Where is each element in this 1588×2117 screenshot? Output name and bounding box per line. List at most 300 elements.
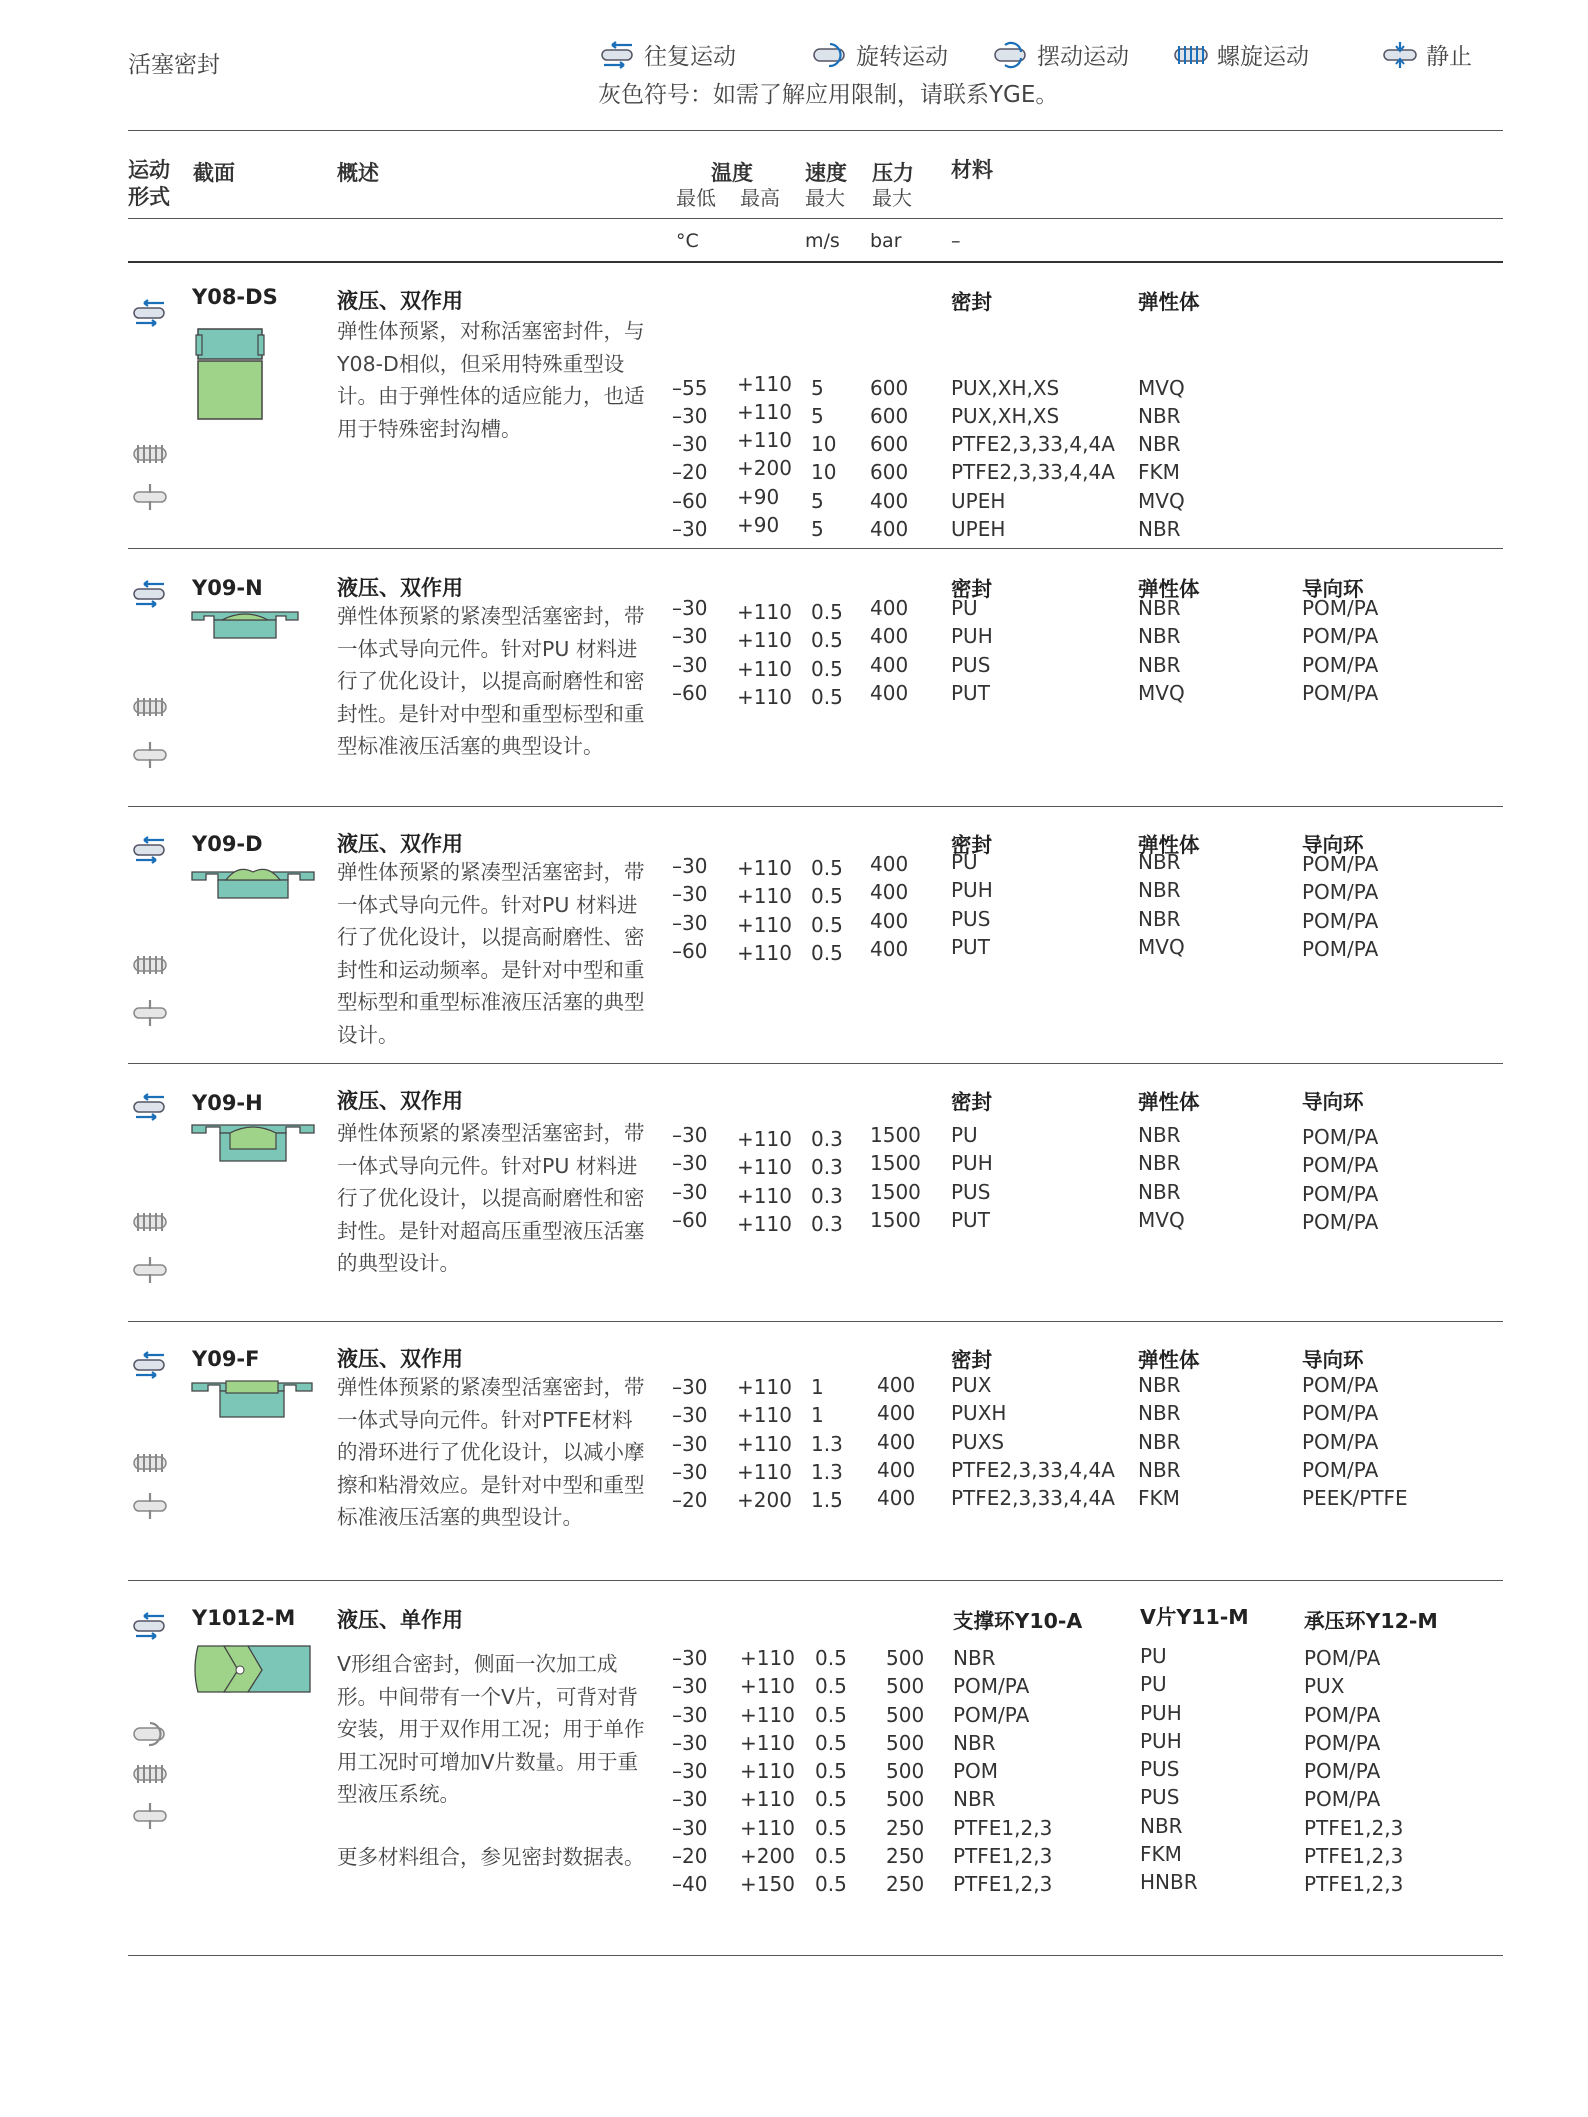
row-divider [128, 1580, 1503, 1581]
material-header: 导向环 [1302, 1348, 1364, 1372]
cell: POM/PA [1302, 624, 1379, 649]
cell: –30 [672, 1787, 708, 1812]
seal-type: 液压、双作用 [337, 1089, 463, 1113]
seal-description: 弹性体预紧的紧凑型活塞密封，带一体式导向元件。针对PU 材料进行了优化设计，以提高耐磨性和密封性。是针对超高压重型液压活塞的典型设计。 [337, 1121, 645, 1275]
helical-icon [130, 1207, 170, 1237]
material-header: 弹性体 [1138, 833, 1200, 857]
cell: 0.5 [815, 1787, 847, 1812]
cell: +110 [737, 912, 792, 937]
seal-description: 弹性体预紧的紧凑型活塞密封，带一体式导向元件。针对PTFE材料的滑环进行了优化设计，以减小摩擦和粘滑效应。是针对中型和重型标准液压活塞的典型设计。 [337, 1375, 645, 1529]
seal-type: 液压、单作用 [337, 1608, 463, 1632]
temp-min-list [672, 594, 707, 707]
cell: 1500 [870, 1123, 921, 1147]
support-ring-list [953, 1644, 1052, 1899]
cell: +110 [737, 1211, 792, 1236]
material-header: 导向环 [1302, 1090, 1364, 1114]
cell: HNBR [1140, 1870, 1198, 1895]
elastomer-list [1138, 594, 1185, 707]
material-header: 弹性体 [1138, 1090, 1200, 1114]
temp-min-list [672, 1644, 707, 1899]
cell: –60 [672, 1207, 708, 1232]
cell: 250 [886, 1872, 925, 1897]
temp-max-list [737, 1125, 792, 1238]
material-header: 弹性体 [1138, 1348, 1200, 1372]
cell: –30 [672, 1759, 708, 1784]
cell: 500 [886, 1730, 925, 1755]
unit-pressure: bar [870, 230, 902, 252]
pressure-list [870, 594, 908, 707]
col-header-overview: 概述 [337, 161, 379, 185]
pressure-ring-list [1304, 1644, 1403, 1899]
guide-ring-list [1302, 1123, 1378, 1236]
speed-list [811, 317, 836, 600]
elastomer-list [1138, 317, 1185, 600]
cell: PTFE1,2,3 [1304, 1872, 1404, 1897]
legend-note: 灰色符号：如需了解应用限制，请联系YGE。 [598, 82, 1059, 108]
cell: +110 [737, 628, 792, 653]
temp-max-list [737, 598, 792, 711]
cell: PTFE2,3,33,4,4A [951, 1457, 1115, 1482]
speed-list [811, 598, 843, 711]
seal-code: Y09-H [192, 1091, 263, 1115]
rotary-icon [130, 1719, 170, 1749]
legend-rotary [810, 38, 948, 71]
cell: POM/PA [1302, 880, 1379, 905]
cell: POM/PA [1304, 1730, 1381, 1755]
cell: 400 [870, 908, 909, 933]
cell: PUS [951, 1179, 991, 1204]
seal-description-note: 更多材料组合，参见密封数据表。 [337, 1845, 645, 1869]
cell: POM/PA [953, 1674, 1030, 1699]
cell: +90 [737, 484, 780, 509]
cell: +200 [737, 456, 792, 481]
cell: 1 [811, 1403, 824, 1428]
helical-icon [1171, 40, 1211, 70]
helical-icon [130, 1759, 170, 1789]
temp-max-list [737, 1373, 792, 1514]
col-header-temp-max: 最高 [740, 186, 780, 210]
cell: –60 [672, 488, 708, 513]
seal-description: 弹性体预紧的紧凑型活塞密封，带一体式导向元件。针对PU 材料进行了优化设计，以提高耐磨性、密封性和运动频率。是针对中型和重型标型和重型标准液压活塞的典型设计。 [337, 860, 645, 1047]
cell: POM/PA [1302, 1457, 1379, 1482]
cell: 250 [886, 1815, 925, 1840]
cell: NBR [1138, 1457, 1181, 1482]
cell: PUH [1140, 1728, 1182, 1753]
reciprocating-icon [130, 835, 170, 865]
cell: PTFE1,2,3 [953, 1872, 1053, 1897]
cell: POM/PA [1302, 1209, 1379, 1234]
cell: POM/PA [1304, 1787, 1381, 1812]
pressure-list [886, 1644, 924, 1899]
static-icon [130, 482, 170, 512]
cell: –30 [672, 432, 708, 457]
seal-code: Y09-D [192, 832, 263, 856]
guide-ring-list [1302, 594, 1378, 707]
col-header-temp-min: 最低 [676, 186, 716, 210]
row-divider [128, 548, 1503, 549]
cell: PTFE1,2,3 [953, 1815, 1053, 1840]
col-header-section: 截面 [193, 161, 235, 185]
cell: –30 [672, 1123, 708, 1147]
cell: –30 [672, 1674, 708, 1699]
cell: –20 [672, 1488, 708, 1513]
cell: POM [953, 1759, 999, 1784]
cell: +150 [740, 1872, 795, 1897]
cell: POM/PA [1302, 908, 1379, 933]
cell: 400 [877, 1457, 916, 1482]
cell: UPEH [951, 488, 1006, 513]
cell: 0.3 [811, 1183, 843, 1208]
cell: PU [951, 596, 978, 620]
helical-icon [130, 692, 170, 722]
cell: POM/PA [1302, 652, 1379, 677]
cell: NBR [1138, 1429, 1181, 1454]
seal-type: 液压、双作用 [337, 576, 463, 600]
cell: PU [951, 1123, 978, 1147]
cell: +90 [737, 513, 780, 538]
cell: +110 [737, 1459, 792, 1484]
cell: +110 [740, 1815, 795, 1840]
cell: POM/PA [953, 1702, 1030, 1727]
cell: +110 [737, 428, 792, 453]
cell: 1500 [870, 1151, 921, 1176]
cell: 0.3 [811, 1155, 843, 1180]
cell: –30 [672, 1431, 708, 1456]
cell: –30 [672, 910, 708, 935]
cell: 5 [811, 403, 824, 428]
cell: +110 [737, 684, 792, 709]
cell: 250 [886, 1844, 925, 1869]
material-header: 导向环 [1302, 577, 1364, 601]
cell: –30 [672, 882, 708, 907]
temp-min-list [672, 1121, 707, 1234]
cross-section-diagram [190, 1640, 312, 1696]
cell: PTFE1,2,3 [1304, 1844, 1404, 1869]
legend-label: 螺旋运动 [1217, 44, 1309, 70]
seal-description: 弹性体预紧的紧凑型活塞密封，带一体式导向元件。针对PU 材料进行了优化设计，以提高耐磨性和密封性。是针对中型和重型标型和重型标准液压活塞的典型设计。 [337, 604, 645, 758]
cell: PTFE1,2,3 [953, 1844, 1053, 1869]
col-header-temp: 温度 [711, 161, 753, 185]
cell: NBR [1138, 1179, 1181, 1204]
cell: 400 [877, 1486, 916, 1511]
seal-type: 液压、双作用 [337, 289, 463, 313]
rotary-icon [810, 40, 850, 70]
cell: PUS [951, 906, 991, 931]
legend-label: 静止 [1426, 44, 1472, 70]
cross-section-diagram [190, 608, 300, 644]
speed-list [811, 1373, 843, 1514]
material-header: 密封 [951, 1090, 992, 1114]
cell: +110 [740, 1674, 795, 1699]
cell: 500 [886, 1759, 925, 1784]
seal-material-list [951, 848, 993, 961]
cell: +110 [737, 1127, 792, 1151]
cell: –20 [672, 1844, 708, 1869]
cell: –55 [672, 375, 708, 400]
pressure-list [877, 1371, 915, 1512]
cell: PUH [951, 878, 993, 903]
header-top-rule [128, 130, 1503, 131]
cell: –30 [672, 1459, 708, 1484]
cell: PUX,XH,XS [951, 375, 1060, 400]
cell: POM/PA [1302, 1373, 1379, 1397]
cell: 400 [870, 936, 909, 961]
cell: PUH [951, 1151, 993, 1176]
cell: +110 [740, 1646, 795, 1670]
cell: –30 [672, 624, 708, 649]
cell: +110 [737, 1431, 792, 1456]
cell: 0.5 [811, 684, 843, 709]
helical-icon [130, 1448, 170, 1478]
unit-material: – [951, 230, 961, 252]
cell: NBR [1138, 624, 1181, 649]
cell: NBR [1138, 850, 1181, 874]
temp-max-list [737, 854, 792, 967]
cell: NBR [1138, 403, 1181, 428]
cell: PUH [1140, 1700, 1182, 1725]
cell: POM/PA [1304, 1759, 1381, 1784]
static-icon [130, 998, 170, 1028]
cell: –30 [672, 1375, 708, 1399]
cell: FKM [1138, 460, 1180, 485]
material-header: 密封 [951, 577, 992, 601]
cell: 0.5 [811, 912, 843, 937]
cell: 1.3 [811, 1431, 843, 1456]
cell: +110 [737, 1183, 792, 1208]
cell: PTFE2,3,33,4,4A [951, 432, 1115, 457]
cell: 500 [886, 1674, 925, 1699]
cell: 600 [870, 403, 909, 428]
page-title: 活塞密封 [128, 52, 220, 78]
cell: 400 [877, 1401, 916, 1426]
cell: MVQ [1138, 488, 1185, 513]
cell: 1500 [870, 1207, 921, 1232]
cell: 0.3 [811, 1211, 843, 1236]
cell: NBR [953, 1787, 996, 1812]
header-bottom-rule [128, 261, 1503, 263]
cell: 600 [870, 432, 909, 457]
row-divider [128, 1063, 1503, 1064]
pressure-list [870, 850, 908, 963]
reciprocating-icon [130, 1350, 170, 1380]
speed-list [811, 854, 843, 967]
legend-label: 旋转运动 [856, 44, 948, 70]
cell: NBR [1138, 517, 1181, 542]
cell: +110 [737, 940, 792, 965]
cell: POM/PA [1302, 1429, 1379, 1454]
unit-speed: m/s [805, 230, 840, 252]
cell: –40 [672, 1872, 708, 1897]
cell: 400 [870, 680, 909, 705]
cell: POM/PA [1302, 852, 1379, 876]
cell: UPEH [951, 517, 1006, 542]
cell: 400 [870, 880, 909, 905]
cell: 600 [870, 375, 909, 400]
cell: 1500 [870, 1179, 921, 1204]
cell: –30 [672, 517, 708, 542]
cell: PUS [1140, 1785, 1180, 1810]
legend-oscillating [991, 38, 1129, 71]
cell: MVQ [1138, 680, 1185, 705]
static-icon [1380, 40, 1420, 70]
material-header: 密封 [951, 1348, 992, 1372]
cell: 0.5 [811, 628, 843, 653]
cell: –30 [672, 1646, 708, 1670]
speed-list [815, 1644, 847, 1899]
cell: +110 [737, 856, 792, 880]
col-header-speed-max: 最大 [805, 186, 845, 210]
temp-min-list [672, 317, 707, 600]
cell: 400 [877, 1373, 916, 1397]
cell: NBR [1138, 1401, 1181, 1426]
reciprocating-icon [130, 579, 170, 609]
cell: MVQ [1138, 934, 1185, 959]
cell: 5 [811, 517, 824, 542]
row-divider [128, 806, 1503, 807]
cell: 0.5 [811, 884, 843, 909]
col-header-pressure-max: 最大 [872, 186, 912, 210]
cell: 500 [886, 1702, 925, 1727]
seal-material-list [951, 594, 993, 707]
cell: NBR [953, 1730, 996, 1755]
cell: PUH [951, 624, 993, 649]
cell: PTFE2,3,33,4,4A [951, 1486, 1115, 1511]
cell: –30 [672, 652, 708, 677]
cell: +110 [737, 371, 792, 396]
col-header-pressure: 压力 [872, 161, 914, 185]
cell: +110 [737, 399, 792, 424]
cell: PUT [951, 680, 990, 705]
cell: PU [951, 850, 978, 874]
cell: PUS [951, 652, 991, 677]
cell: POM/PA [1302, 1181, 1379, 1206]
cell: –30 [672, 1151, 708, 1176]
cell: FKM [1140, 1842, 1182, 1867]
cell: PUX [1304, 1674, 1345, 1699]
legend-static [1380, 38, 1472, 71]
material-header: 密封 [951, 833, 992, 857]
static-icon [130, 1801, 170, 1831]
cell: +110 [737, 600, 792, 624]
cell: +110 [740, 1730, 795, 1755]
cell: +200 [737, 1488, 792, 1513]
elastomer-list [1138, 1121, 1185, 1234]
cell: –30 [672, 596, 708, 620]
cell: POM/PA [1302, 1401, 1379, 1426]
cell: 600 [870, 460, 909, 485]
cell: +110 [737, 1403, 792, 1428]
cell: PUXH [951, 1401, 1007, 1426]
cell: PU [1140, 1644, 1167, 1668]
legend-label: 摆动运动 [1037, 44, 1129, 70]
cell: –30 [672, 854, 708, 878]
cell: FKM [1138, 1486, 1180, 1511]
cell: PUS [1140, 1757, 1180, 1782]
cell: 0.5 [811, 940, 843, 965]
seal-type: 液压、双作用 [337, 832, 463, 856]
cell: 5 [811, 488, 824, 513]
cell: NBR [1138, 878, 1181, 903]
seal-code: Y1012-M [192, 1606, 296, 1630]
cell: NBR [1138, 906, 1181, 931]
cross-section-diagram [192, 325, 268, 425]
col-header-material: 材料 [951, 158, 993, 182]
cell: NBR [1138, 1123, 1181, 1147]
cell: 0.5 [815, 1646, 847, 1670]
cell: –30 [672, 1403, 708, 1428]
cell: –30 [672, 1702, 708, 1727]
cell: 400 [870, 652, 909, 677]
cell: 400 [870, 852, 909, 876]
reciprocating-icon [130, 1092, 170, 1122]
cell: 400 [870, 488, 909, 513]
cell: 0.5 [815, 1759, 847, 1784]
material-header: 导向环 [1302, 833, 1364, 857]
table-bottom-rule [128, 1955, 1503, 1956]
cell: –60 [672, 680, 708, 705]
seal-material-list [951, 317, 1115, 600]
cell: +110 [740, 1787, 795, 1812]
seal-code: Y08-DS [192, 285, 278, 309]
cell: PUXS [951, 1429, 1005, 1454]
cell: –30 [672, 1730, 708, 1755]
col-header-speed: 速度 [805, 161, 847, 185]
cell: MVQ [1138, 375, 1185, 400]
cell: PUX [951, 1373, 992, 1397]
cell: POM/PA [1304, 1646, 1381, 1670]
cell: 400 [870, 624, 909, 649]
material-header: 支撑环Y10-A [953, 1609, 1083, 1633]
seal-description: V形组合密封，侧面一次加工成形。中间带有一个V片，可背对背安装，用于双作用工况；用于单作用工况时可增加V片数量。用于重型液压系统。 [337, 1652, 645, 1806]
cell: MVQ [1138, 1207, 1185, 1232]
cell: NBR [1138, 1373, 1181, 1397]
legend-label: 往复运动 [644, 44, 736, 70]
header-mid-rule [128, 218, 1503, 219]
cell: +110 [737, 1375, 792, 1399]
seal-material-list [951, 1121, 993, 1234]
seal-code: Y09-N [192, 576, 263, 600]
cell: 10 [811, 432, 837, 457]
cell: POM/PA [1302, 680, 1379, 705]
material-header: 密封 [951, 290, 992, 314]
cell: 500 [886, 1646, 925, 1670]
cell: POM/PA [1302, 936, 1379, 961]
material-header: 弹性体 [1138, 577, 1200, 601]
cell: NBR [953, 1646, 996, 1670]
cell: 10 [811, 460, 837, 485]
cell: 1 [811, 1375, 824, 1399]
cell: PTFE2,3,33,4,4A [951, 460, 1115, 485]
cell: NBR [1138, 596, 1181, 620]
guide-ring-list [1302, 1371, 1408, 1512]
cell: NBR [1138, 1151, 1181, 1176]
cell: +110 [740, 1759, 795, 1784]
cell: POM/PA [1304, 1702, 1381, 1727]
seal-type: 液压、双作用 [337, 1347, 463, 1371]
cross-section-diagram [190, 1119, 316, 1165]
temp-max-list [740, 1644, 795, 1899]
material-header: V片Y11-M [1140, 1605, 1249, 1629]
unit-temp: °C [676, 230, 699, 252]
temp-min-list [672, 1373, 707, 1514]
cell: 0.5 [815, 1872, 847, 1897]
guide-ring-list [1302, 850, 1378, 963]
cell: –60 [672, 938, 708, 963]
cell: PUX,XH,XS [951, 403, 1060, 428]
static-icon [130, 740, 170, 770]
static-icon [130, 1255, 170, 1285]
legend-reciprocating [598, 38, 736, 71]
